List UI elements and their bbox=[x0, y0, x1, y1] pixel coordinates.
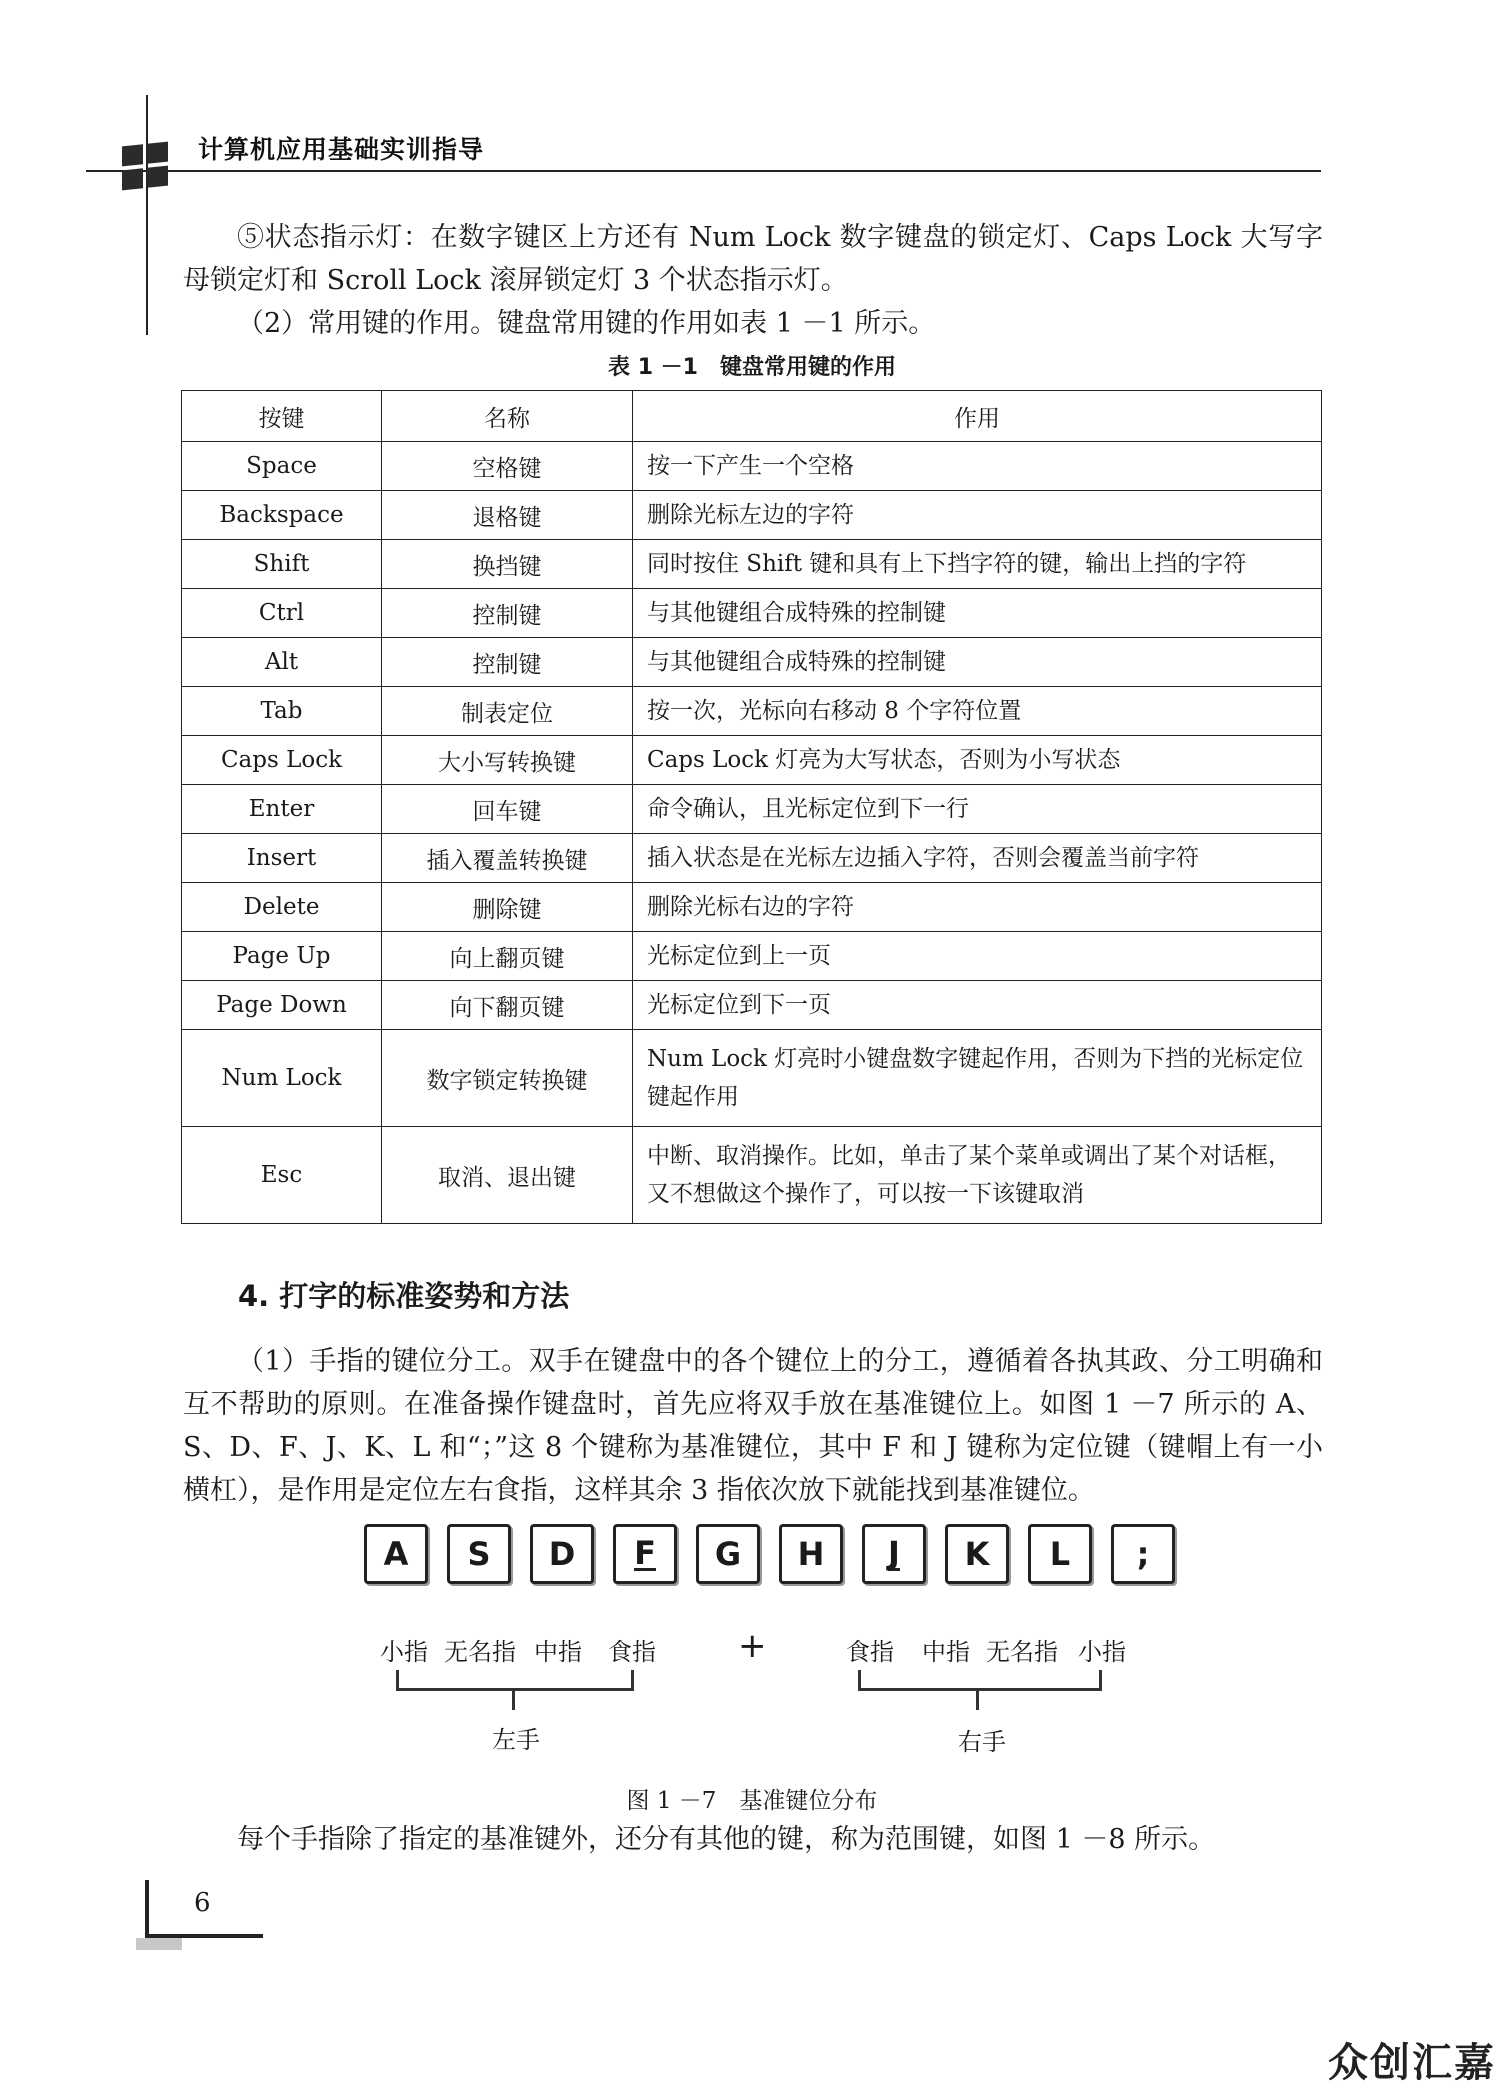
table-row bbox=[182, 1127, 1322, 1224]
cell-name: 取消、退出键 bbox=[382, 1127, 633, 1224]
paragraph-status-lights bbox=[183, 216, 1323, 302]
keycap-label: J bbox=[888, 1533, 900, 1572]
table-row bbox=[182, 442, 1322, 491]
cell-name: 控制键 bbox=[382, 638, 633, 687]
table-row bbox=[182, 1030, 1322, 1127]
keycap-semicolon bbox=[1111, 1524, 1175, 1584]
paragraph-text: （1）手指的键位分工。双手在键盘中的各个键位上的分工，遵循着各执其政、分工明确和互不帮助的原则。在准备操作键盘时，首先应将双手放在基准键位上。如图 1 －7 所示的 A、S、D、F、J、K、L 和“；”这 8 个键称为基准键位，其中 F 和 J 键称为定位键（键帽上有一小横杠），是作用是定位左右食指，这样其余 3 指依次放下就能找到基准键位。 bbox=[183, 1346, 1323, 1506]
keycap-g bbox=[696, 1524, 760, 1584]
table-row bbox=[182, 638, 1322, 687]
table-row bbox=[182, 491, 1322, 540]
footer-shadow bbox=[136, 1938, 182, 1950]
keycap-h bbox=[779, 1524, 843, 1584]
cell-key: Tab bbox=[182, 687, 382, 736]
table-row bbox=[182, 981, 1322, 1030]
cell-key: Num Lock bbox=[182, 1030, 382, 1127]
paragraph-common-keys bbox=[183, 302, 1323, 345]
watermark: 众创汇嘉 bbox=[1328, 2040, 1496, 2086]
cell-name: 向上翻页键 bbox=[382, 932, 633, 981]
cell-name: 制表定位 bbox=[382, 687, 633, 736]
cell-name: 数字锁定转换键 bbox=[382, 1030, 633, 1127]
paragraph-finger-division bbox=[183, 1340, 1323, 1512]
finger-label: 中指 bbox=[534, 1638, 582, 1666]
keycap-label: S bbox=[467, 1535, 491, 1573]
left-hand-bracket bbox=[396, 1670, 634, 1691]
section-heading: 4. 打字的标准姿势和方法 bbox=[238, 1279, 570, 1313]
keycap-label: ; bbox=[1136, 1535, 1150, 1573]
right-hand-bracket bbox=[858, 1670, 1102, 1691]
cell-function: 插入状态是在光标左边插入字符，否则会覆盖当前字符 bbox=[633, 834, 1322, 883]
finger-label: 中指 bbox=[922, 1638, 970, 1666]
header-horizontal-rule bbox=[86, 170, 1321, 172]
table-row bbox=[182, 589, 1322, 638]
keycap-label: L bbox=[1049, 1535, 1071, 1573]
cell-function: 删除光标左边的字符 bbox=[633, 491, 1322, 540]
keycap-f bbox=[613, 1524, 677, 1584]
keycap-label: F bbox=[634, 1533, 656, 1572]
cell-function: 按一下产生一个空格 bbox=[633, 442, 1322, 491]
cell-function: 与其他键组合成特殊的控制键 bbox=[633, 589, 1322, 638]
windows-logo-icon bbox=[122, 142, 168, 191]
table-row bbox=[182, 883, 1322, 932]
paragraph-text: ⑤状态指示灯：在数字键区上方还有 Num Lock 数字键盘的锁定灯、Caps Lock 大写字母锁定灯和 Scroll Lock 滚屏锁定灯 3 个状态指示灯。 bbox=[183, 222, 1323, 296]
footer-corner-rule bbox=[145, 1934, 263, 1938]
cell-name: 大小写转换键 bbox=[382, 736, 633, 785]
paragraph-text: 每个手指除了指定的基准键外，还分有其他的键，称为范围键，如图 1 －8 所示。 bbox=[237, 1824, 1216, 1855]
column-header-name: 名称 bbox=[382, 391, 633, 442]
cell-key: Delete bbox=[182, 883, 382, 932]
running-header-title: 计算机应用基础实训指导 bbox=[198, 135, 485, 164]
cell-name: 空格键 bbox=[382, 442, 633, 491]
cell-key: Backspace bbox=[182, 491, 382, 540]
finger-label: 食指 bbox=[608, 1638, 656, 1666]
cell-name: 删除键 bbox=[382, 883, 633, 932]
cell-key: Space bbox=[182, 442, 382, 491]
table-row bbox=[182, 736, 1322, 785]
left-hand-label: 左手 bbox=[492, 1726, 540, 1754]
cell-key: Enter bbox=[182, 785, 382, 834]
cell-function: Num Lock 灯亮时小键盘数字键起作用，否则为下挡的光标定位键起作用 bbox=[633, 1030, 1322, 1127]
column-header-function: 作用 bbox=[633, 391, 1322, 442]
cell-function: 同时按住 Shift 键和具有上下挡字符的键，输出上挡的字符 bbox=[633, 540, 1322, 589]
keycap-s bbox=[447, 1524, 511, 1584]
cell-function: 与其他键组合成特殊的控制键 bbox=[633, 638, 1322, 687]
table-row bbox=[182, 687, 1322, 736]
header-vertical-rule bbox=[146, 95, 148, 335]
table-row bbox=[182, 540, 1322, 589]
cell-name: 插入覆盖转换键 bbox=[382, 834, 633, 883]
paragraph-text: （2）常用键的作用。键盘常用键的作用如表 1 －1 所示。 bbox=[237, 308, 936, 339]
plus-sign: + bbox=[738, 1626, 767, 1666]
cell-function: 按一次，光标向右移动 8 个字符位置 bbox=[633, 687, 1322, 736]
cell-function: 命令确认，且光标定位到下一行 bbox=[633, 785, 1322, 834]
keycap-l bbox=[1028, 1524, 1092, 1584]
cell-function: Caps Lock 灯亮为大写状态，否则为小写状态 bbox=[633, 736, 1322, 785]
cell-name: 回车键 bbox=[382, 785, 633, 834]
cell-key: Insert bbox=[182, 834, 382, 883]
right-hand-bracket-stem bbox=[976, 1690, 979, 1710]
cell-key: Page Up bbox=[182, 932, 382, 981]
finger-label: 食指 bbox=[846, 1638, 894, 1666]
table-header-row bbox=[182, 391, 1322, 442]
table-row bbox=[182, 785, 1322, 834]
keycap-d bbox=[530, 1524, 594, 1584]
cell-name: 换挡键 bbox=[382, 540, 633, 589]
finger-label: 无名指 bbox=[986, 1638, 1058, 1666]
table-caption: 表 1 －1 键盘常用键的作用 bbox=[608, 355, 896, 380]
cell-function: 中断、取消操作。比如，单击了某个菜单或调出了某个对话框，又不想做这个操作了，可以按一下该键取消 bbox=[633, 1127, 1322, 1224]
table-row bbox=[182, 834, 1322, 883]
cell-function: 删除光标右边的字符 bbox=[633, 883, 1322, 932]
cell-key: Ctrl bbox=[182, 589, 382, 638]
keycap-label: H bbox=[797, 1535, 825, 1573]
cell-name: 向下翻页键 bbox=[382, 981, 633, 1030]
keycap-label: K bbox=[964, 1535, 990, 1573]
cell-name: 退格键 bbox=[382, 491, 633, 540]
cell-key: Page Down bbox=[182, 981, 382, 1030]
table-row bbox=[182, 932, 1322, 981]
home-row-keys bbox=[364, 1524, 1175, 1584]
cell-key: Esc bbox=[182, 1127, 382, 1224]
left-hand-bracket-stem bbox=[512, 1690, 515, 1710]
keycap-j bbox=[862, 1524, 926, 1584]
cell-function: 光标定位到上一页 bbox=[633, 932, 1322, 981]
finger-label: 小指 bbox=[380, 1638, 428, 1666]
cell-key: Alt bbox=[182, 638, 382, 687]
finger-label: 无名指 bbox=[444, 1638, 516, 1666]
cell-name: 控制键 bbox=[382, 589, 633, 638]
keycap-k bbox=[945, 1524, 1009, 1584]
cell-key: Caps Lock bbox=[182, 736, 382, 785]
right-hand-label: 右手 bbox=[958, 1728, 1006, 1756]
cell-function: 光标定位到下一页 bbox=[633, 981, 1322, 1030]
finger-label: 小指 bbox=[1078, 1638, 1126, 1666]
paragraph-range-keys bbox=[183, 1818, 1323, 1861]
figure-caption: 图 1 －7 基准键位分布 bbox=[626, 1788, 878, 1814]
footer-corner-rule bbox=[145, 1880, 149, 1938]
column-header-key: 按键 bbox=[182, 391, 382, 442]
key-function-table bbox=[181, 390, 1322, 1224]
keycap-label: D bbox=[548, 1535, 576, 1573]
keycap-label: G bbox=[714, 1535, 742, 1573]
cell-key: Shift bbox=[182, 540, 382, 589]
keycap-label: A bbox=[383, 1535, 409, 1573]
keycap-a bbox=[364, 1524, 428, 1584]
page-number: 6 bbox=[194, 1888, 211, 1918]
